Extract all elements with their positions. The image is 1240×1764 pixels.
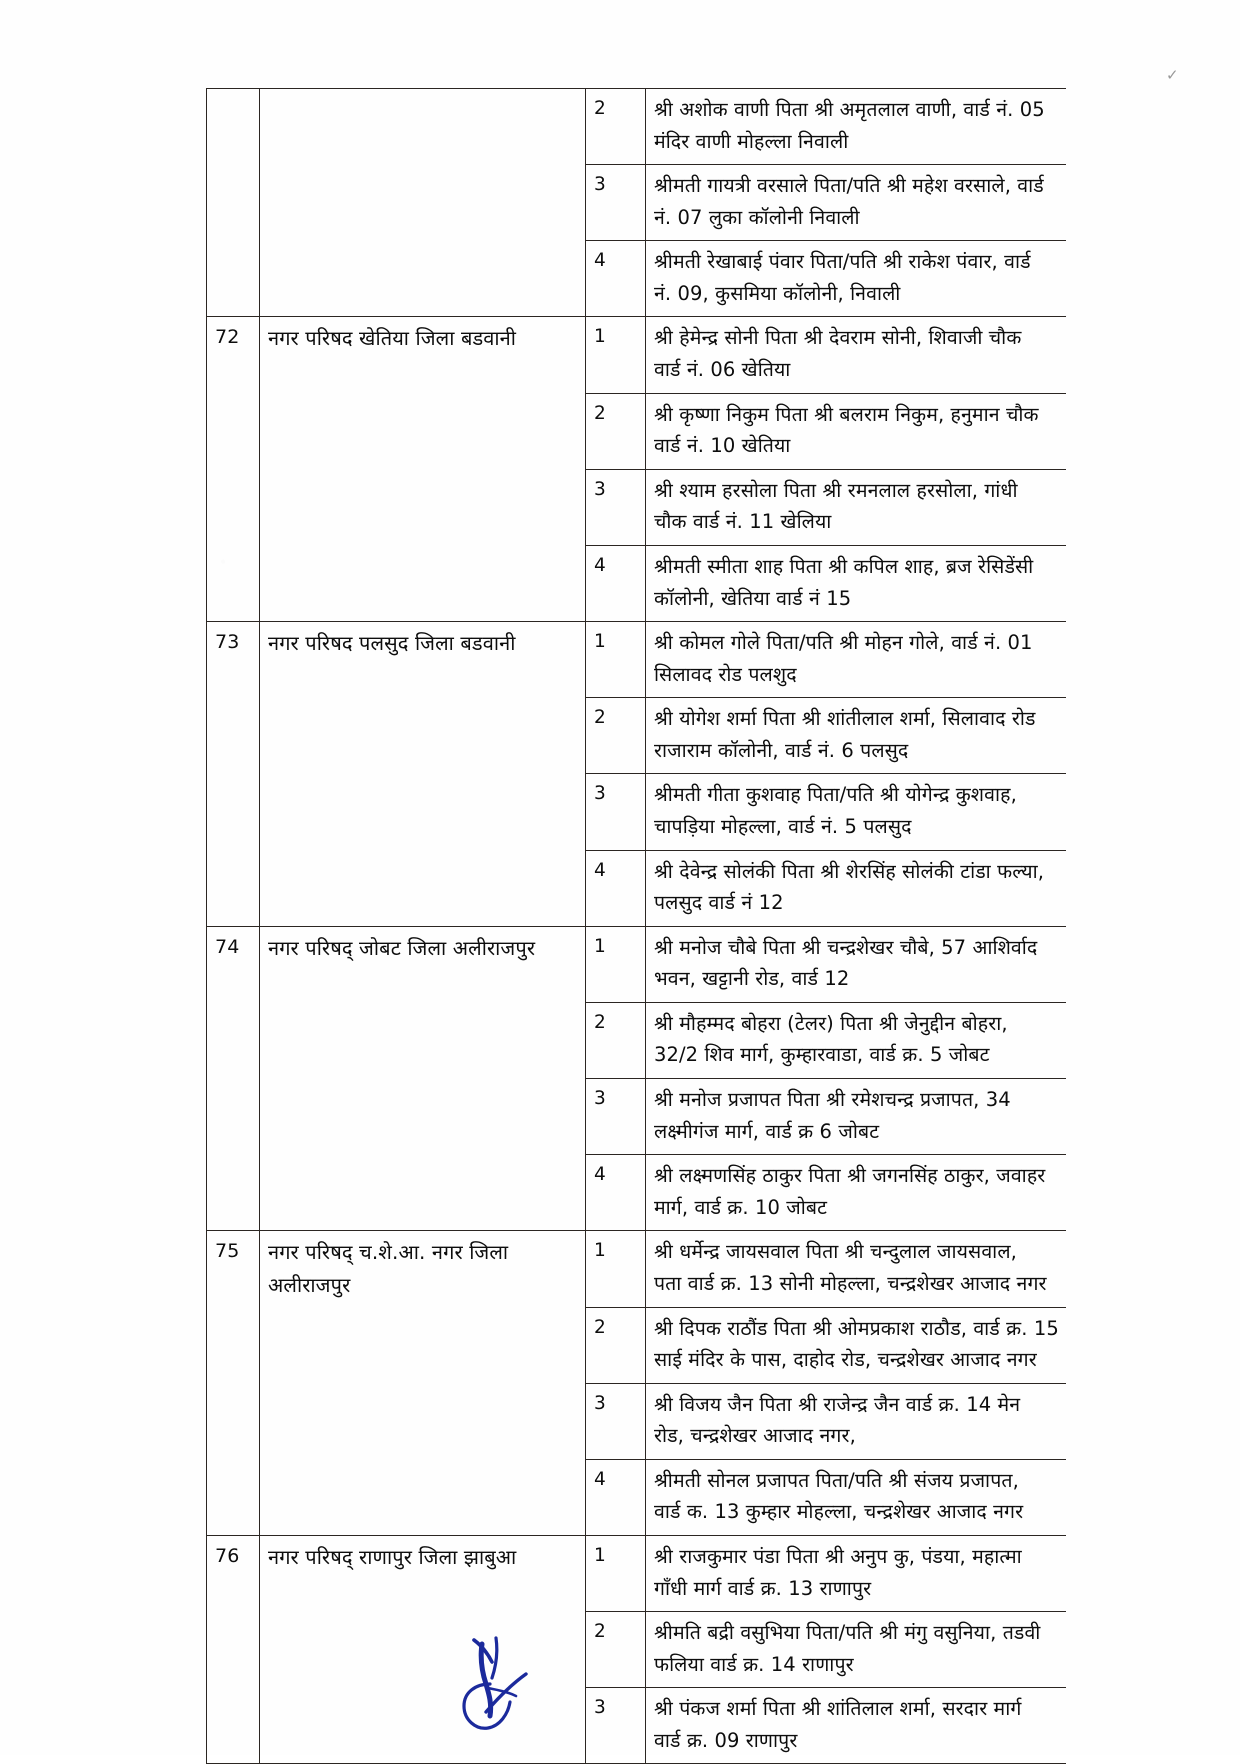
member-details-cell <box>646 1535 1067 1611</box>
entry-number-cell: 3 <box>586 1383 646 1459</box>
member-details-line: श्रीमती रेखाबाई पंवार पिता/पति श्री राकेश पंवार, वार्ड <box>654 250 1031 274</box>
entry-number-cell: 1 <box>586 1231 646 1307</box>
member-details-line: श्री लक्ष्मणसिंह ठाकुर पिता श्री जगनसिंह ठाकुर, जवाहर <box>654 1164 1046 1188</box>
member-details-line: वार्ड क्र. 09 राणापुर <box>654 1728 798 1752</box>
member-details-line: साई मंदिर के पास, दाहोद रोड, चन्द्रशेखर आजाद नगर <box>654 1348 1037 1372</box>
entry-number-cell: 4 <box>586 545 646 621</box>
table-row <box>207 622 1067 698</box>
member-details-cell <box>646 1079 1067 1155</box>
serial-number-cell: 76 <box>207 1535 260 1763</box>
member-details-line: श्री मनोज चौबे पिता श्री चन्द्रशेखर चौबे, 57 आशिर्वाद <box>654 935 1038 959</box>
member-details-line: मार्ग, वार्ड क्र. 10 जोबट <box>654 1195 828 1219</box>
member-details-line: श्री मौहम्मद बोहरा (टेलर) पिता श्री जेनुद्दीन बोहरा, <box>654 1011 1008 1035</box>
member-details-line: श्री विजय जैन पिता श्री राजेन्द्र जैन वार्ड क्र. 14 मेन <box>654 1392 1021 1416</box>
member-details-cell <box>646 698 1067 774</box>
body-name-cell <box>260 89 586 317</box>
body-name-cell: नगर परिषद् च.शे.आ. नगर जिला अलीराजपुर <box>260 1231 586 1536</box>
registry-table <box>206 88 1066 1764</box>
member-details-line: वार्ड क. 13 कुम्हार मोहल्ला, चन्द्रशेखर आजाद नगर <box>654 1500 1024 1524</box>
member-details-line: कॉलोनी, खेतिया वार्ड नं 15 <box>654 586 852 610</box>
member-details-cell <box>646 774 1067 850</box>
member-details-cell <box>646 165 1067 241</box>
member-details-cell <box>646 1459 1067 1535</box>
body-name-cell: नगर परिषद् राणापुर जिला झाबुआ <box>260 1535 586 1763</box>
member-details-line: रोड, चन्द्रशेखर आजाद नगर, <box>654 1424 856 1448</box>
member-details-line: श्री मनोज प्रजापत पिता श्री रमेशचन्द्र प्रजापत, 34 <box>654 1088 1011 1112</box>
member-details-line: श्री धर्मेन्द्र जायसवाल पिता श्री चन्दुलाल जायसवाल, <box>654 1240 1017 1264</box>
body-name-cell: नगर परिषद् जोबट जिला अलीराजपुर <box>260 926 586 1231</box>
member-details-cell <box>646 1002 1067 1078</box>
entry-number-cell: 2 <box>586 393 646 469</box>
member-details-cell <box>646 1155 1067 1231</box>
entry-number-cell: 3 <box>586 165 646 241</box>
member-details-line: श्रीमती गीता कुशवाह पिता/पति श्री योगेन्द्र कुशवाह, <box>654 783 1017 807</box>
entry-number-cell: 1 <box>586 317 646 393</box>
serial-number-cell: 75 <box>207 1231 260 1536</box>
member-details-cell <box>646 622 1067 698</box>
entry-number-cell: 2 <box>586 698 646 774</box>
member-details-cell <box>646 1383 1067 1459</box>
member-details-line: मंदिर वाणी मोहल्ला निवाली <box>654 129 849 153</box>
entry-number-cell: 3 <box>586 469 646 545</box>
member-details-line: भवन, खट्टानी रोड, वार्ड 12 <box>654 967 850 991</box>
entry-number-cell: 2 <box>586 1307 646 1383</box>
member-details-cell <box>646 1612 1067 1688</box>
table-row <box>207 1535 1067 1611</box>
member-details-line: फलिया वार्ड क्र. 14 राणापुर <box>654 1652 854 1676</box>
member-details-line: श्री अशोक वाणी पिता श्री अमृतलाल वाणी, वार्ड नं. 05 <box>654 98 1045 121</box>
member-details-line: गाँधी मार्ग वार्ड क्र. 13 राणापुर <box>654 1576 872 1600</box>
entry-number-cell: 4 <box>586 1155 646 1231</box>
member-details-line: श्री कृष्णा निकुम पिता श्री बलराम निकुम, हनुमान चौक <box>654 402 1039 426</box>
registry-table-body <box>207 89 1067 1764</box>
member-details-line: राजाराम कॉलोनी, वार्ड नं. 6 पलसुद <box>654 738 909 762</box>
entry-number-cell: 4 <box>586 850 646 926</box>
member-details-line: श्री राजकुमार पंडा पिता श्री अनुप कु, पंडया, महात्मा <box>654 1544 1022 1568</box>
scan-artifact-mark: ✓ <box>1166 66 1179 84</box>
body-name-cell: नगर परिषद खेतिया जिला बडवानी <box>260 317 586 622</box>
member-details-cell <box>646 317 1067 393</box>
member-details-line: वार्ड नं. 06 खेतिया <box>654 358 791 382</box>
member-details-line: लक्ष्मीगंज मार्ग, वार्ड क्र 6 जोबट <box>654 1119 880 1143</box>
entry-number-cell: 2 <box>586 1002 646 1078</box>
member-details-cell <box>646 1307 1067 1383</box>
serial-number-cell: 72 <box>207 317 260 622</box>
table-row <box>207 1231 1067 1307</box>
serial-number-cell <box>207 89 260 317</box>
member-details-line: नं. 09, कुसमिया कॉलोनी, निवाली <box>654 281 901 305</box>
entry-number-cell: 1 <box>586 926 646 1002</box>
member-details-cell <box>646 469 1067 545</box>
member-details-line: वार्ड नं. 10 खेतिया <box>654 434 791 458</box>
member-details-line: श्रीमती स्मीता शाह पिता श्री कपिल शाह, ब्रज रेसिडेंसी <box>654 554 1034 578</box>
member-details-cell <box>646 241 1067 317</box>
member-details-cell <box>646 1688 1067 1764</box>
member-details-line: नं. 07 लुका कॉलोनी निवाली <box>654 205 860 229</box>
member-details-cell <box>646 545 1067 621</box>
member-details-line: श्रीमती सोनल प्रजापत पिता/पति श्री संजय प्रजापत, <box>654 1468 1019 1492</box>
member-details-line: 32/2 शिव मार्ग, कुम्हारवाडा, वार्ड क्र. 5 जोबट <box>654 1043 990 1067</box>
entry-number-cell: 3 <box>586 774 646 850</box>
entry-number-cell: 3 <box>586 1688 646 1764</box>
entry-number-cell: 3 <box>586 1079 646 1155</box>
member-details-cell <box>646 926 1067 1002</box>
member-details-line: चापड़िया मोहल्ला, वार्ड नं. 5 पलसुद <box>654 814 912 838</box>
body-name-cell: नगर परिषद पलसुद जिला बडवानी <box>260 622 586 927</box>
table-clip-region <box>206 88 1066 1764</box>
member-details-line: श्री योगेश शर्मा पिता श्री शांतीलाल शर्मा, सिलावाद रोड <box>654 707 1036 731</box>
member-details-line: श्री दिपक राठौंड पिता श्री ओमप्रकाश राठौड, वार्ड क्र. 15 <box>654 1316 1059 1340</box>
member-details-line: सिलावद रोड पलशुद <box>654 662 797 686</box>
entry-number-cell: 4 <box>586 241 646 317</box>
member-details-line: श्री हेमेन्द्र सोनी पिता श्री देवराम सोनी, शिवाजी चौक <box>654 326 1022 350</box>
entry-number-cell: 1 <box>586 1535 646 1611</box>
member-details-line: श्रीमति बद्री वसुभिया पिता/पति श्री मंगु वसुनिया, तडवी <box>654 1621 1041 1645</box>
member-details-line: श्रीमती गायत्री वरसाले पिता/पति श्री महेश वरसाले, वार्ड <box>654 174 1044 198</box>
member-details-cell <box>646 850 1067 926</box>
entry-number-cell: 2 <box>586 1612 646 1688</box>
serial-number-cell: 73 <box>207 622 260 927</box>
member-details-cell <box>646 1231 1067 1307</box>
member-details-line: श्री पंकज शर्मा पिता श्री शांतिलाल शर्मा, सरदार मार्ग <box>654 1697 1022 1721</box>
table-row <box>207 89 1067 165</box>
member-details-line: श्री कोमल गोले पिता/पति श्री मोहन गोले, वार्ड नं. 01 <box>654 631 1033 655</box>
member-details-cell <box>646 393 1067 469</box>
table-row <box>207 926 1067 1002</box>
entry-number-cell: 1 <box>586 622 646 698</box>
member-details-line: श्री श्याम हरसोला पिता श्री रमनलाल हरसोला, गांधी <box>654 478 1018 502</box>
serial-number-cell: 74 <box>207 926 260 1231</box>
entry-number-cell: 4 <box>586 1459 646 1535</box>
member-details-line: श्री देवेन्द्र सोलंकी पिता श्री शेरसिंह सोलंकी टांडा फल्या, <box>654 859 1045 883</box>
entry-number-cell: 2 <box>586 89 646 165</box>
member-details-line: पता वार्ड क्र. 13 सोनी मोहल्ला, चन्द्रशेखर आजाद नगर <box>654 1271 1047 1295</box>
member-details-cell <box>646 89 1067 165</box>
member-details-line: चौक वार्ड नं. 11 खेलिया <box>654 510 832 534</box>
table-row <box>207 317 1067 393</box>
member-details-line: पलसुद वार्ड नं 12 <box>654 891 784 915</box>
